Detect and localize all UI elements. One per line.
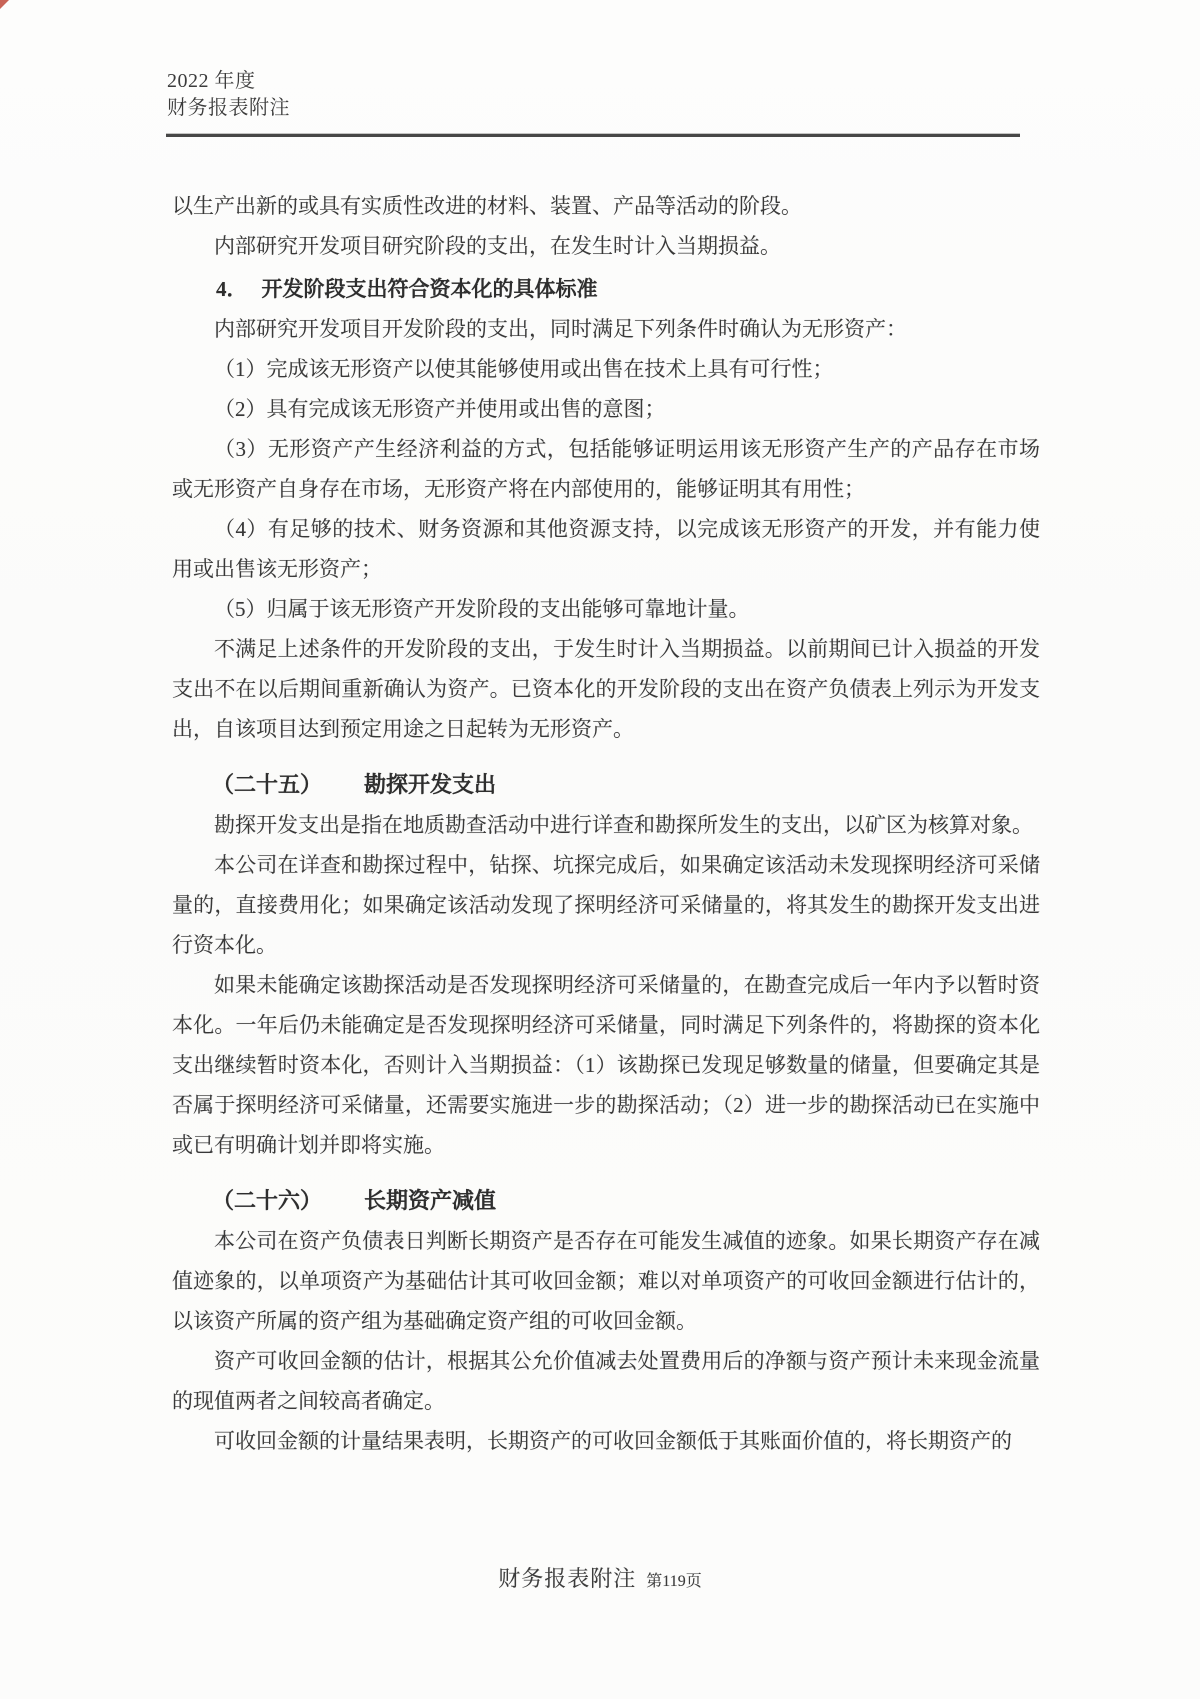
header-title: 财务报表附注 xyxy=(167,97,290,119)
paragraph: （1）完成该无形资产以使其能够使用或出售在技术上具有可行性； xyxy=(214,357,834,381)
heading-number: 4． xyxy=(216,277,248,301)
paragraph: 如果未能确定该勘探活动是否发现探明经济可采储量的，在勘查完成后一年内予以暂时资本化。一年后仍未能确定是否发现探明经济可采储量，同时满足下列条件的，将勘探的资本化支出继续暂时资本化，否则计入当期损益：（1）该勘探已发现足够数量的储量，但要确定其是否属于探明经济可采储量，还需要实施进一步的勘探活动；（2）进一步的勘探活动已在实施中或已有明确计划并即将实施。 xyxy=(172,973,1040,1157)
scan-corner-artifact xyxy=(0,0,9,9)
header-year: 2022 年度 xyxy=(167,70,256,92)
paragraph: 可收回金额的计量结果表明，长期资产的可收回金额低于其账面价值的，将长期资产的 xyxy=(214,1429,1012,1453)
header-rule xyxy=(166,134,1020,137)
section-heading xyxy=(212,1181,1040,1221)
paragraph: （5）归属于该无形资产开发阶段的支出能够可靠地计量。 xyxy=(214,597,750,621)
page-footer xyxy=(0,1562,1200,1593)
paragraph: （3）无形资产产生经济利益的方式，包括能够证明运用该无形资产生产的产品存在市场或无形资产自身存在市场，无形资产将在内部使用的，能够证明其有用性； xyxy=(172,437,1040,501)
heading-number: （二十五） xyxy=(212,772,323,797)
paragraph: 本公司在资产负债表日判断长期资产是否存在可能发生减值的迹象。如果长期资产存在减值迹象的，以单项资产为基础估计其可收回金额；难以对单项资产的可收回金额进行估计的，以该资产所属的资产组为基础确定资产组的可收回金额。 xyxy=(172,1229,1040,1333)
document-body xyxy=(172,186,1040,1461)
paragraph: 本公司在详查和勘探过程中，钻探、坑探完成后，如果确定该活动未发现探明经济可采储量的，直接费用化；如果确定该活动发现了探明经济可采储量的，将其发生的勘探开发支出进行资本化。 xyxy=(172,853,1040,957)
clause-heading xyxy=(216,269,1040,309)
report-header xyxy=(167,68,290,122)
heading-title: 长期资产减值 xyxy=(364,1188,497,1213)
paragraph: 内部研究开发项目研究阶段的支出，在发生时计入当期损益。 xyxy=(214,234,781,258)
heading-number: （二十六） xyxy=(212,1188,323,1213)
paragraph: 资产可收回金额的估计，根据其公允价值减去处置费用后的净额与资产预计未来现金流量的现值两者之间较高者确定。 xyxy=(172,1349,1040,1413)
paragraph: 不满足上述条件的开发阶段的支出，于发生时计入当期损益。以前期间已计入损益的开发支出不在以后期间重新确认为资产。已资本化的开发阶段的支出在资产负债表上列示为开发支出，自该项目达到预定用途之日起转为无形资产。 xyxy=(172,637,1040,741)
footer-page-number: 第119页 xyxy=(646,1573,702,1590)
heading-title: 开发阶段支出符合资本化的具体标准 xyxy=(261,277,598,301)
heading-title: 勘探开发支出 xyxy=(364,772,497,797)
paragraph: （2）具有完成该无形资产并使用或出售的意图； xyxy=(214,397,666,421)
paragraph: 勘探开发支出是指在地质勘查活动中进行详查和勘探所发生的支出，以矿区为核算对象。 xyxy=(214,813,1033,837)
footer-label: 财务报表附注 xyxy=(498,1566,637,1591)
paragraph: 内部研究开发项目开发阶段的支出，同时满足下列条件时确认为无形资产： xyxy=(214,317,907,341)
paragraph: 以生产出新的或具有实质性改进的材料、装置、产品等活动的阶段。 xyxy=(172,194,802,218)
section-heading xyxy=(212,765,1040,805)
paragraph: （4）有足够的技术、财务资源和其他资源支持，以完成该无形资产的开发，并有能力使用或出售该无形资产； xyxy=(172,517,1040,581)
